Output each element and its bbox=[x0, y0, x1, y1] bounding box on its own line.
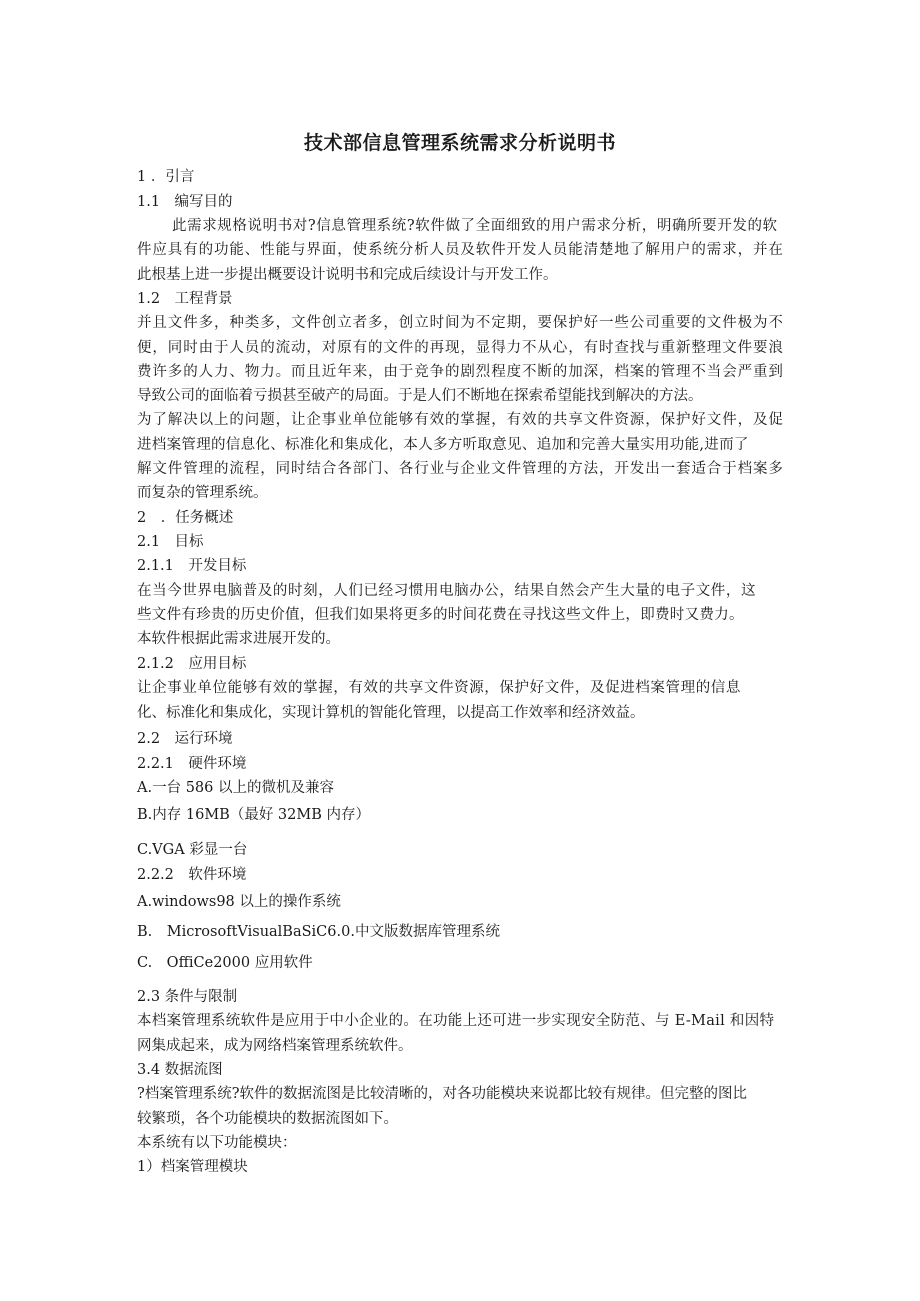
heading-1-2-background: 1.2 工程背景 bbox=[137, 291, 233, 307]
list-item: B. MicrosoftVisualBaSiC6.0.中文版数据库管理系统 bbox=[137, 924, 500, 940]
heading-2-2-environment: 2.2 运行环境 bbox=[137, 731, 233, 747]
list-item: A.一台 586 以上的微机及兼容 bbox=[137, 780, 334, 796]
paragraph-line: 便，同时由于人员的流动，对原有的文件的再现，显得力不从心，有时查找与重新整理文件要浪 bbox=[137, 340, 784, 356]
heading-2-2-1-hardware: 2.2.1 硬件环境 bbox=[137, 756, 247, 772]
paragraph-line: 让企事业单位能够有效的掌握，有效的共享文件资源，保护好文件，及促进档案管理的信息 bbox=[137, 680, 741, 696]
paragraph-line: 导致公司的面临着亏损甚至破产的局面。于是人们不断地在探索希望能找到解决的方法。 bbox=[137, 388, 703, 404]
heading-3-4-dfd: 3.4 数据流图 bbox=[137, 1062, 223, 1078]
paragraph-line: 费许多的人力、物力。而且近年来，由于竞争的剧烈程度不断的加深，档案的管理不当会严重到 bbox=[137, 364, 784, 380]
list-item: C.VGA 彩显一台 bbox=[137, 842, 248, 858]
paragraph-line: 在当今世界电脑普及的时刻，人们已经习惯用电脑办公，结果自然会产生大量的电子文件，这 bbox=[137, 583, 757, 599]
paragraph-line: 本系统有以下功能模块： bbox=[137, 1135, 297, 1151]
list-item: A.windows98 以上的操作系统 bbox=[137, 894, 341, 910]
paragraph-line: 化、标准化和集成化，实现计算机的智能化管理，以提高工作效率和经济效益。 bbox=[137, 705, 645, 721]
heading-2-3-constraints: 2.3 条件与限制 bbox=[137, 989, 238, 1005]
paragraph-line: 解文件管理的流程，同时结合各部门、各行业与企业文件管理的方法，开发出一套适合于档案多 bbox=[137, 461, 784, 477]
paragraph-line: 为了解决以上的问题，让企事业单位能够有效的掌握，有效的共享文件资源，保护好文件，及促 bbox=[137, 412, 784, 428]
heading-1-introduction: 1 ．引言 bbox=[137, 169, 195, 185]
paragraph-line: 网集成起来，成为网络档案管理系统软件。 bbox=[137, 1038, 413, 1054]
document-title: 技术部信息管理系统需求分析说明书 bbox=[303, 132, 616, 154]
heading-1-1-purpose: 1.1 编写目的 bbox=[137, 194, 233, 210]
paragraph-line: 件应具有的功能、性能与界面，使系统分析人员及软件开发人员能清楚地了解用户的需求，并在 bbox=[137, 242, 784, 258]
paragraph-line: 些文件有珍贵的历史价值，但我们如果将更多的时间花费在寻找这些文件上，即费时又费力。 bbox=[137, 607, 744, 623]
heading-2-task-overview: 2 ．任务概述 bbox=[137, 510, 234, 526]
paragraph-line: 本软件根据此需求进展开发的。 bbox=[137, 631, 340, 647]
paragraph-line: 此根基上进一步提出概要设计说明书和完成后续设计与开发工作。 bbox=[137, 267, 558, 283]
heading-2-1-goal: 2.1 目标 bbox=[137, 534, 204, 550]
paragraph-line: 进档案管理的信息化、标准化和集成化，本人多方听取意见、追加和完善大量实用功能,进而了 bbox=[137, 437, 749, 453]
heading-2-1-1-dev-goal: 2.1.1 开发目标 bbox=[137, 558, 247, 574]
heading-2-1-2-app-goal: 2.1.2 应用目标 bbox=[137, 656, 247, 672]
paragraph-line: 本档案管理系统软件是应用于中小企业的。在功能上还可进一步实现安全防范、与 E-Mail 和因特 bbox=[137, 1013, 775, 1029]
paragraph-line: 此需求规格说明书对?信息管理系统?软件做了全面细致的用户需求分析，明确所要开发的软 bbox=[172, 218, 778, 234]
paragraph-line: 并且文件多，种类多，文件创立者多，创立时间为不定期，要保护好一些公司重要的文件极为不 bbox=[137, 315, 784, 331]
heading-2-2-2-software: 2.2.2 软件环境 bbox=[137, 867, 247, 883]
paragraph-line: ?档案管理系统?软件的数据流图是比较清晰的，对各功能模块来说都比较有规律。但完整的图比 bbox=[137, 1086, 748, 1102]
list-item: C. OffiCe2000 应用软件 bbox=[137, 955, 313, 971]
list-item: B.内存 16MB（最好 32MB 内存） bbox=[137, 807, 370, 823]
paragraph-line: 而复杂的管理系统。 bbox=[137, 485, 268, 501]
list-item: 1）档案管理模块 bbox=[137, 1159, 248, 1175]
paragraph-line: 较繁琐，各个功能模块的数据流图如下。 bbox=[137, 1111, 398, 1127]
